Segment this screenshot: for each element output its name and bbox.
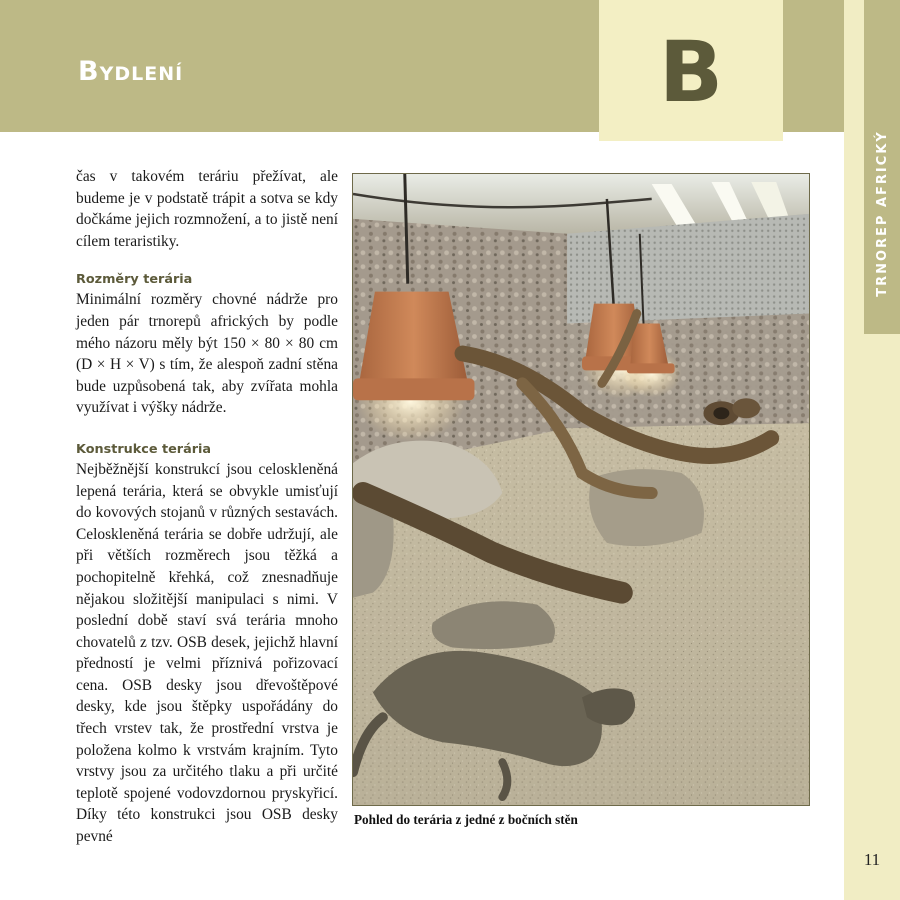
page-number: 11 (863, 850, 881, 869)
section-letter-box (599, 0, 783, 141)
side-label: TRNOREP AFRICKÝ (874, 129, 890, 297)
terrarium-photo (352, 173, 810, 806)
section-title: Bydlení (78, 56, 184, 87)
text-column (76, 166, 338, 848)
section-text-construction: Nejběžnější konstrukcí jsou celoskleněná lepená terária, která se obvykle umisťují do kovových stojanů v různých sestavách. Celoskleněná terária se dobře udržují, ale při větších rozměrech jsou těžká a pochopitelně křehká, což znesnadňuje nějakou složitější manipulaci s nimi. V poslední době staví svá terária mnoho chovatelů z tzv. OSB desek, jejichž hlavní předností je velmi příznivá pořizovací cena. OSB desky jsou dřevoštěpové desky, kde jsou štěpky uspořádány do třech vrstev tak, že prostřední vrstva je položena kolmo k vrstvám krajním. Tyto vrstvy jsou za určitého tlaku a při určité teplotě spojené vodovzdornou pryskyřicí. Díky této konstrukci jsou OSB desky pevné (76, 460, 338, 846)
section-heading-dimensions: Rozměry terária (76, 272, 193, 288)
section-heading-construction: Konstrukce terária (76, 441, 212, 457)
terrarium-illustration (353, 174, 809, 805)
section-text-dimensions: Minimální rozměry chovné nádrže pro jeden pár trnorepů afrických by podle mého názoru měly být 150 × 80 × 80 cm (D × H × V) s tím, že alespoň zadní stěna bude uzpůsobená tak, aby zvířata mohla využívat i výšky nádrže. (76, 291, 338, 417)
intro-paragraph: čas v takovém teráriu přežívat, ale budeme je v podstatě trápit a sotva se kdy dočkáme jejich rozmnožení, a to jistě není cílem teraristiky. (76, 168, 338, 250)
photo-caption: Pohled do terária z jedné z bočních stěn (354, 812, 578, 827)
section-letter: B (658, 23, 724, 121)
side-label-container (864, 0, 900, 334)
